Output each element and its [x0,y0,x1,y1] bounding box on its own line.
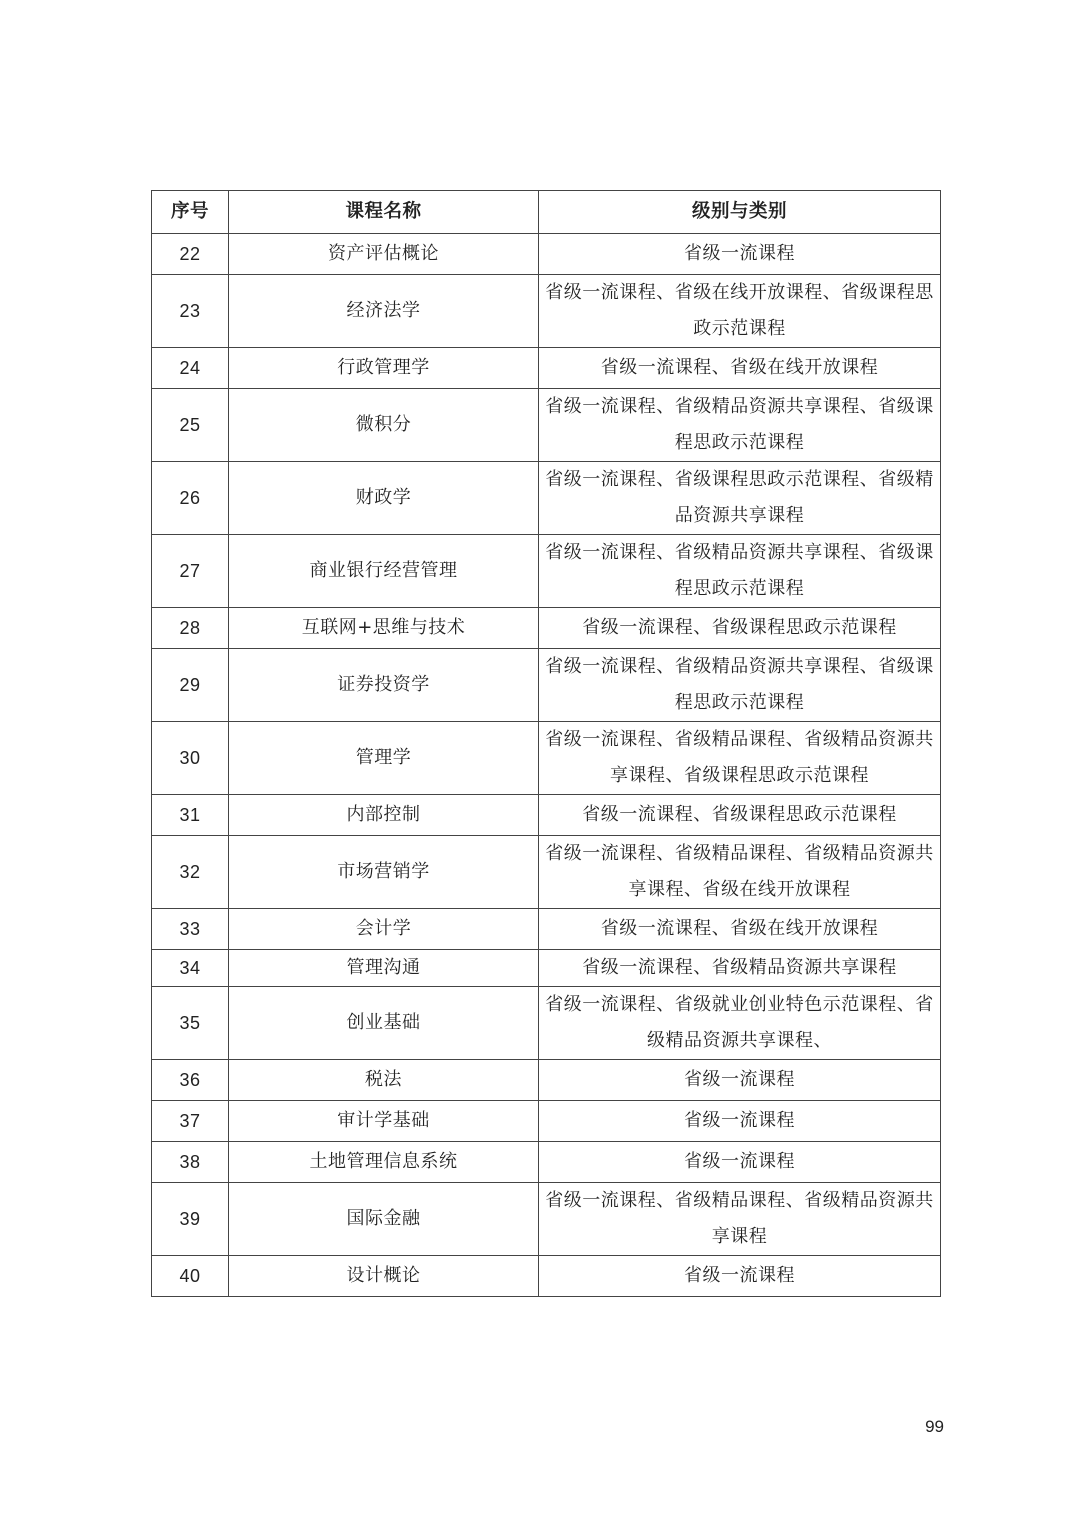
course-category: 省级一流课程 [539,1256,941,1297]
row-number: 22 [152,234,229,275]
table-row [152,234,941,275]
table-row [152,608,941,649]
table-row [152,987,941,1060]
course-name: 国际金融 [229,1183,539,1256]
table-row [152,795,941,836]
table-row [152,389,941,462]
header-number: 序号 [152,191,229,234]
course-category: 省级一流课程、省级课程思政示范课程 [539,795,941,836]
row-number: 40 [152,1256,229,1297]
course-category: 省级一流课程、省级课程思政示范课程、省级精品资源共享课程 [539,462,941,535]
course-name: 资产评估概论 [229,234,539,275]
course-category: 省级一流课程 [539,1142,941,1183]
row-number: 23 [152,275,229,348]
course-category: 省级一流课程 [539,1060,941,1101]
course-name: 行政管理学 [229,348,539,389]
course-category: 省级一流课程、省级精品课程、省级精品资源共享课程、省级在线开放课程 [539,836,941,909]
course-name: 税法 [229,1060,539,1101]
course-category: 省级一流课程、省级精品资源共享课程 [539,950,941,987]
table-row [152,1060,941,1101]
row-number: 26 [152,462,229,535]
course-name: 互联网+思维与技术 [229,608,539,649]
course-category: 省级一流课程、省级在线开放课程、省级课程思政示范课程 [539,275,941,348]
row-number: 24 [152,348,229,389]
course-name: 创业基础 [229,987,539,1060]
row-number: 39 [152,1183,229,1256]
course-name: 证券投资学 [229,649,539,722]
course-name: 管理学 [229,722,539,795]
row-number: 28 [152,608,229,649]
course-category: 省级一流课程、省级在线开放课程 [539,909,941,950]
course-category: 省级一流课程、省级在线开放课程 [539,348,941,389]
table-row [152,348,941,389]
row-number: 38 [152,1142,229,1183]
course-name: 设计概论 [229,1256,539,1297]
row-number: 33 [152,909,229,950]
table-row [152,275,941,348]
course-name: 微积分 [229,389,539,462]
row-number: 32 [152,836,229,909]
table-row [152,950,941,987]
table-row [152,535,941,608]
table-row [152,1101,941,1142]
table-row [152,836,941,909]
row-number: 36 [152,1060,229,1101]
course-name: 市场营销学 [229,836,539,909]
course-category: 省级一流课程、省级精品资源共享课程、省级课程思政示范课程 [539,649,941,722]
table-header-row [152,191,941,234]
course-category: 省级一流课程、省级课程思政示范课程 [539,608,941,649]
course-category: 省级一流课程、省级精品课程、省级精品资源共享课程、省级课程思政示范课程 [539,722,941,795]
table-row [152,649,941,722]
course-category: 省级一流课程 [539,1101,941,1142]
course-name: 管理沟通 [229,950,539,987]
row-number: 27 [152,535,229,608]
course-name: 经济法学 [229,275,539,348]
course-name: 审计学基础 [229,1101,539,1142]
course-category: 省级一流课程、省级就业创业特色示范课程、省级精品资源共享课程、 [539,987,941,1060]
row-number: 31 [152,795,229,836]
course-name: 商业银行经营管理 [229,535,539,608]
table-row [152,1142,941,1183]
header-course-name: 课程名称 [229,191,539,234]
row-number: 29 [152,649,229,722]
course-category: 省级一流课程、省级精品课程、省级精品资源共享课程 [539,1183,941,1256]
course-name: 土地管理信息系统 [229,1142,539,1183]
course-table [151,190,941,1297]
row-number: 30 [152,722,229,795]
table-row [152,1256,941,1297]
table-row [152,462,941,535]
course-name: 财政学 [229,462,539,535]
row-number: 37 [152,1101,229,1142]
course-name: 会计学 [229,909,539,950]
table-row [152,909,941,950]
course-category: 省级一流课程 [539,234,941,275]
row-number: 35 [152,987,229,1060]
row-number: 34 [152,950,229,987]
header-category: 级别与类别 [539,191,941,234]
page-number: 99 [925,1417,944,1436]
course-name: 内部控制 [229,795,539,836]
table-row [152,722,941,795]
table-row [152,1183,941,1256]
course-category: 省级一流课程、省级精品资源共享课程、省级课程思政示范课程 [539,535,941,608]
course-category: 省级一流课程、省级精品资源共享课程、省级课程思政示范课程 [539,389,941,462]
row-number: 25 [152,389,229,462]
